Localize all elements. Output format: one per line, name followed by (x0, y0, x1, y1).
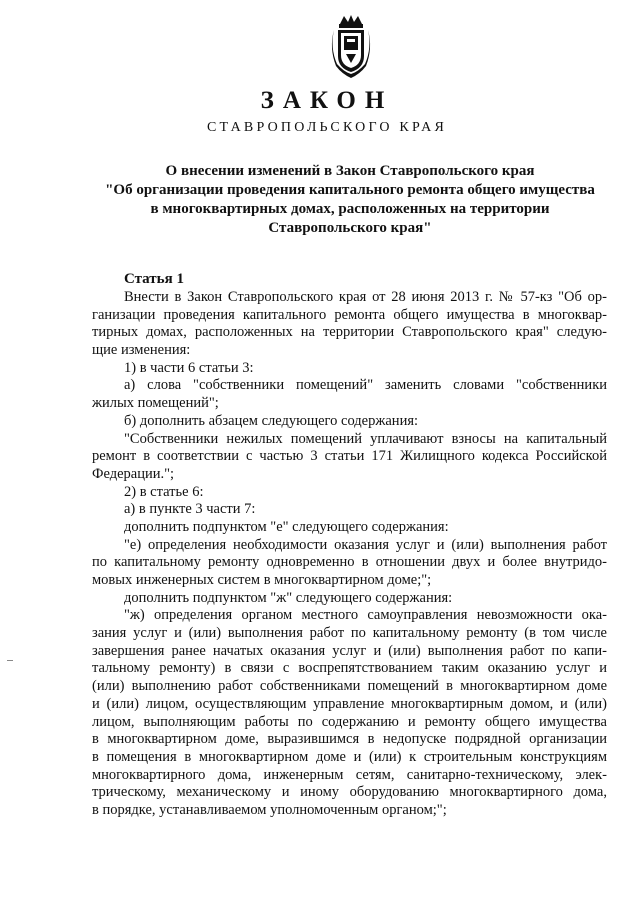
law-heading (100, 162, 600, 238)
text-line: тальному ремонту) в связи с воспрепятствованием таким оказанию услуг и (92, 660, 607, 677)
document-subtitle: СТАВРОПОЛЬСКОГО КРАЯ (207, 120, 447, 135)
text-line: жилых помещений"; (92, 395, 219, 412)
text-line: лицом, выполняющим работы по содержанию и ремонту общего имущества (92, 713, 607, 730)
heading-line: Ставропольского края" (268, 220, 432, 236)
text-line: в помещения в многоквартирном доме и (или) к строительным конструкциям (92, 748, 607, 765)
text-line: "Собственники нежилых помещений уплачивают взносы на капитальный (124, 430, 607, 447)
text-line: в многоквартирном доме, выразившимся в недопуске подрядной организации (92, 731, 607, 748)
text-line: 2) в статье 6: (124, 483, 204, 500)
text-line: б) дополнить абзацем следующего содержания: (124, 412, 419, 429)
text-line: "е) определения необходимости оказания услуг и (или) выполнения работ (124, 536, 607, 553)
text-line: дополнить подпунктом "ж" следующего содержания: (124, 589, 453, 606)
text-line: и (или) лицом, осуществляющим управление многоквартирным домом, и (или) (92, 695, 607, 712)
text-line: многоквартирного дома, инженерным сетям, санитарно-техническому, элек- (92, 766, 607, 783)
text-line: ганизации проведения капитального ремонта общего имущества в многоквар- (92, 306, 607, 323)
text-line: трическому, механическому и иному оборудованию многоквартирного дома, (92, 784, 607, 801)
heading-line: в многоквартирных домах, расположенных на территории (150, 201, 550, 217)
text-line: Внести в Закон Ставропольского края от 28 июня 2013 г. № 57-кз "Об ор- (124, 289, 607, 305)
text-line: 1) в части 6 статьи 3: (124, 359, 254, 376)
text-line: в порядке, устанавливаемом уполномоченным органом;"; (92, 801, 447, 818)
text-line: мовых инженерных систем в многоквартирном доме;"; (92, 572, 432, 588)
text-line: завершения ранее начатых оказания услуг и (или) выполнения работ по капи- (92, 642, 607, 659)
coat-of-arms-icon (328, 14, 374, 82)
text-line: а) в пункте 3 части 7: (124, 501, 256, 518)
document-title: ЗАКОН (260, 87, 394, 114)
article-title: Статья 1 (124, 271, 184, 287)
text-line: по капитальному ремонту одновременно в отношении двух и более внутридо- (92, 554, 607, 571)
heading-line: О внесении изменений в Закон Ставропольского края (165, 163, 535, 179)
text-line: ремонт в соответствии с частью 3 статьи 171 Жилищного кодекса Российской (92, 448, 607, 465)
text-line: щие изменения: (92, 342, 191, 359)
text-line: тирных домах, расположенных на территории Ставропольского края" следую- (92, 324, 607, 341)
article-body (92, 289, 607, 820)
text-line: дополнить подпунктом "е" следующего содержания: (124, 518, 449, 535)
text-line: "ж) определения органом местного самоуправления невозможности ока- (124, 607, 607, 624)
text-line: а) слова "собственники помещений" заменить словами "собственники (124, 377, 607, 394)
scan-mark (7, 660, 13, 661)
text-line: (или) выполнению работ собственниками помещений в многоквартирном доме (92, 678, 607, 695)
heading-line: "Об организации проведения капитального ремонта общего имущества (105, 182, 595, 198)
text-line: Федерации."; (92, 465, 175, 482)
text-line: зания услуг и (или) выполнения работ по капитальному ремонту (в том числе (92, 625, 607, 642)
